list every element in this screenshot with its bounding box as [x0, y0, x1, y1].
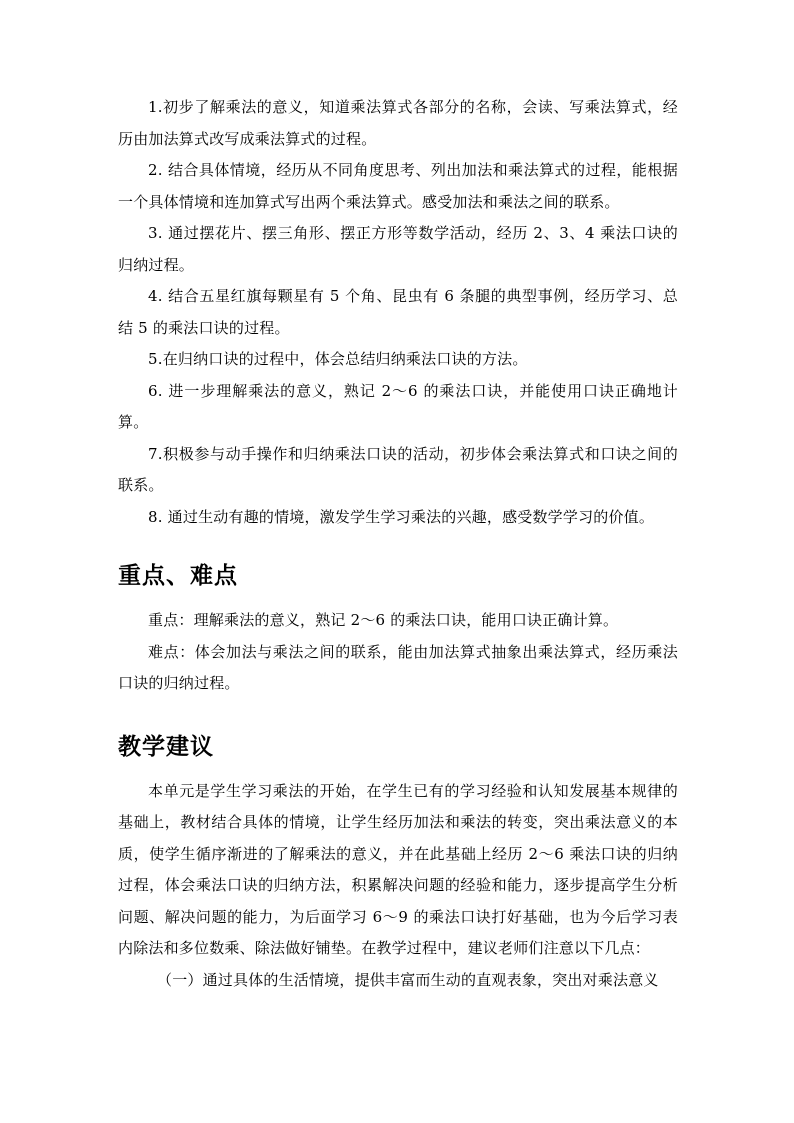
- objective-item: 2. 结合具体情境，经历从不同角度思考、列出加法和乘法算式的过程，能根据一个具体情境和连加算式写出两个乘法算式。感受加法和乘法之间的联系。: [118, 161, 678, 211]
- objective-item: 3. 通过摆花片、摆三角形、摆正方形等数学活动，经历 2、3、4 乘法口诀的归纳过程。: [118, 224, 678, 274]
- objective-item: 5.在归纳口诀的过程中，体会总结归纳乘法口诀的方法。: [148, 350, 528, 368]
- key-points-section: [118, 605, 678, 700]
- difficulty-paragraph: 难点：体会加法与乘法之间的联系，能由加法算式抽象出乘法算式，经历乘法口诀的归纳过程。: [118, 642, 678, 692]
- teaching-advice-section: [118, 776, 678, 997]
- objective-item: 8. 通过生动有趣的情境，激发学生学习乘法的兴趣，感受数学学习的价值。: [148, 507, 655, 526]
- teaching-advice-heading: 教学建议: [118, 733, 214, 760]
- objective-item: 1.初步了解乘法的意义，知道乘法算式各部分的名称，会读、写乘法算式，经历由加法算式改写成乘法算式的过程。: [118, 98, 678, 148]
- key-points-heading: 重点、难点: [118, 563, 238, 589]
- objective-item: 4. 结合五星红旗每颗星有 5 个角、昆虫有 6 条腿的典型事例，经历学习、总结 5 的乘法口诀的过程。: [118, 287, 678, 337]
- focus-paragraph: 重点：理解乘法的意义，熟记 2～6 的乘法口诀，能用口诀正确计算。: [148, 611, 619, 629]
- objective-item: 7.积极参与动手操作和归纳乘法口诀的活动，初步体会乘法算式和口诀之间的联系。: [118, 444, 678, 494]
- advice-intro-paragraph: 本单元是学生学习乘法的开始，在学生已有的学习经验和认知发展基本规律的基础上，教材结合具体的情境，让学生经历加法和乘法的转变，突出乘法意义的本质，使学生循序渐进的了解乘法的意义，并在此基础上经历 2～6 乘法口诀的归纳过程，体会乘法口诀的归纳方法，积累解决问题的经验和能力，逐步提高学生分析问题、解决问题的能力，为后面学习 6～9 的乘法口诀打好基础，也为今后学习表内除法和多位数乘、除法做好铺垫。在教学过程中，建议老师们注意以下几点：: [118, 781, 678, 957]
- document-page: [118, 92, 678, 996]
- advice-point-1: （一）通过具体的生活情境，提供丰富而生动的直观表象，突出对乘法意义: [157, 970, 659, 989]
- objective-item: 6. 进一步理解乘法的意义，熟记 2～6 的乘法口诀，并能使用口诀正确地计算。: [118, 381, 678, 431]
- learning-objectives: [118, 92, 678, 533]
